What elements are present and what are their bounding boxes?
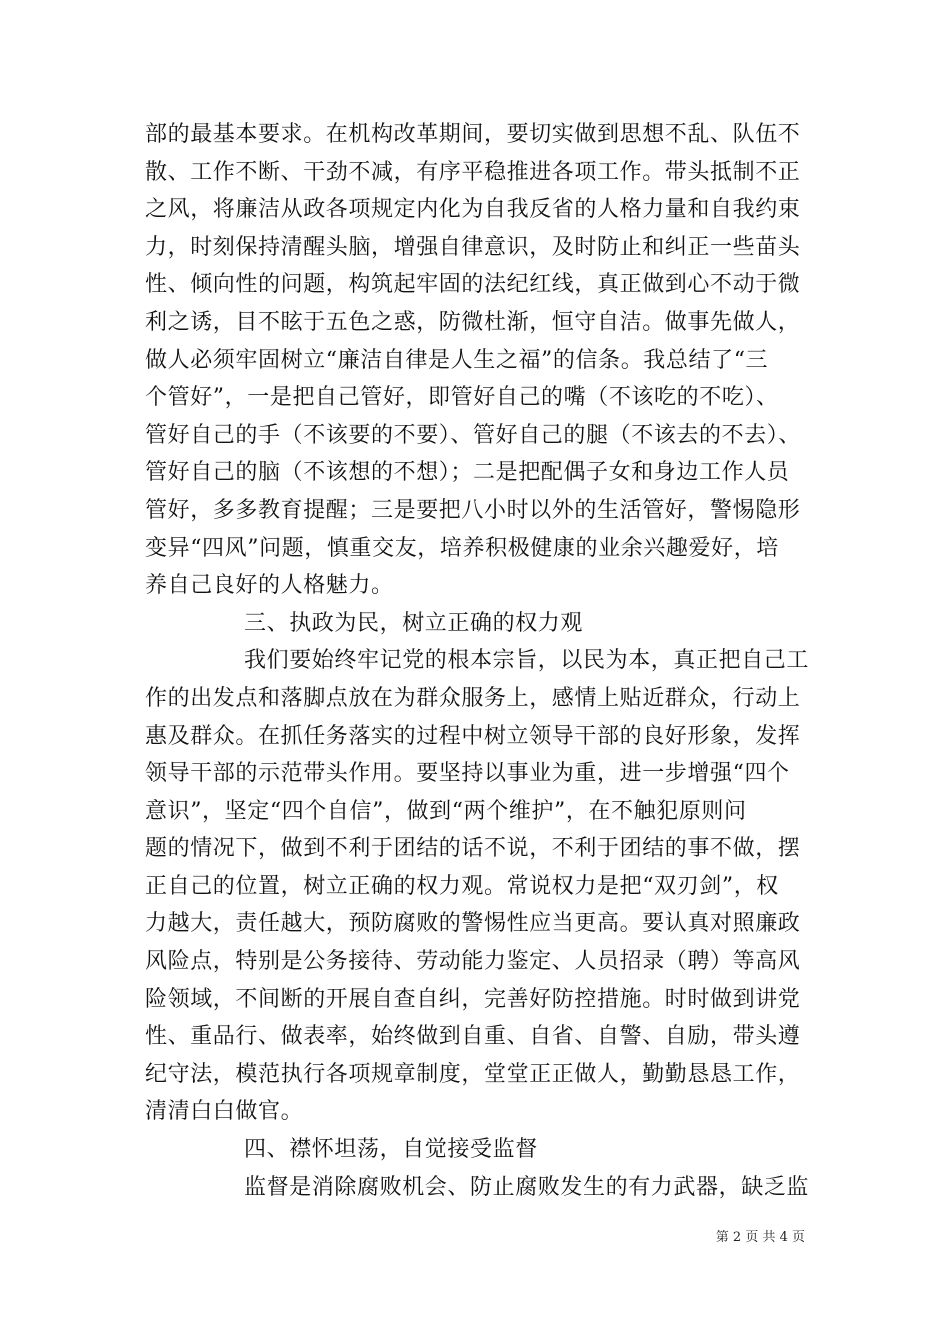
text-line: 管好，多多教育提醒；三是要把八小时以外的生活管好，警惕隐形: [145, 497, 801, 523]
text-line: 管好自己的手（不该要的不要）、管好自己的腿（不该去的不去）、: [145, 422, 802, 448]
text-line: 纪守法，模范执行各项规章制度，堂堂正正做人，勤勤恳恳工作，: [145, 1061, 801, 1087]
text-line: 险领域，不间断的开展自查自纠，完善好防控措施。时时做到讲党: [145, 986, 801, 1012]
text-line: 利之诱，目不眩于五色之惑，防微杜渐，恒守自洁。做事先做人，: [145, 309, 801, 335]
text-line: 变异“四风”问题，慎重交友，培养积极健康的业余兴趣爱好，培: [145, 535, 779, 561]
section-heading-3: 三、执政为民，树立正确的权力观: [244, 610, 584, 636]
page-number-footer: 第 2 页 共 4 页: [715, 1230, 805, 1245]
text-line: 题的情况下，做到不利于团结的话不说，不利于团结的事不做，摆: [145, 836, 801, 862]
text-line: 作的出发点和落脚点放在为群众服务上，感情上贴近群众，行动上: [145, 685, 801, 711]
text-line: 风险点，特别是公务接待、劳动能力鉴定、人员招录（聘）等高风: [145, 949, 801, 975]
text-line: 监督是消除腐败机会、防止腐败发生的有力武器，缺乏监: [244, 1174, 810, 1200]
text-line: 部的最基本要求。在机构改革期间，要切实做到思想不乱、队伍不: [145, 122, 801, 147]
text-line: 做人必须牢固树立“廉洁自律是人生之福”的信条。我总结了“三: [145, 347, 769, 373]
text-line: 惠及群众。在抓任务落实的过程中树立领导干部的良好形象，发挥: [145, 723, 801, 749]
text-line: 之风，将廉洁从政各项规定内化为自我反省的人格力量和自我约束: [145, 197, 801, 223]
text-line: 性、倾向性的问题，构筑起牢固的法纪红线，真正做到心不动于微: [145, 272, 801, 298]
text-line: 领导干部的示范带头作用。要坚持以事业为重，进一步增强“四个: [145, 761, 790, 787]
text-line: 性、重品行、做表率，始终做到自重、自省、自警、自励，带头遵: [145, 1024, 801, 1050]
paragraph-section-4: [145, 1169, 825, 1207]
text-line: 散、工作不断、干劲不减，有序平稳推进各项工作。带头抵制不正: [145, 159, 801, 185]
paragraph-section-3: [145, 642, 825, 1131]
text-line: 意识”，坚定“四个自信”，做到“两个维护”，在不触犯原则问: [145, 798, 747, 824]
text-line: 管好自己的脑（不该想的不想）；二是把配偶子女和身边工作人员: [145, 460, 790, 486]
text-line: 力越大，责任越大，预防腐败的警惕性应当更高。要认真对照廉政: [145, 911, 801, 937]
section-heading-4: 四、襟怀坦荡，自觉接受监督: [244, 1137, 538, 1163]
text-line: 正自己的位置，树立正确的权力观。常说权力是把“双刃剑”，权: [145, 873, 779, 899]
text-line: 养自己良好的人格魅力。: [145, 573, 394, 599]
text-line: 个管好”，一是把自己管好，即管好自己的嘴（不该吃的不吃）、: [145, 385, 779, 411]
paragraph-continuation: [145, 116, 825, 605]
text-line: 力，时刻保持清醒头脑，增强自律意识，及时防止和纠正一些苗头: [145, 234, 801, 260]
text-line: 清清白白做官。: [145, 1099, 304, 1125]
text-line: 我们要始终牢记党的根本宗旨，以民为本，真正把自己工: [244, 648, 810, 674]
document-body: [145, 116, 825, 1206]
